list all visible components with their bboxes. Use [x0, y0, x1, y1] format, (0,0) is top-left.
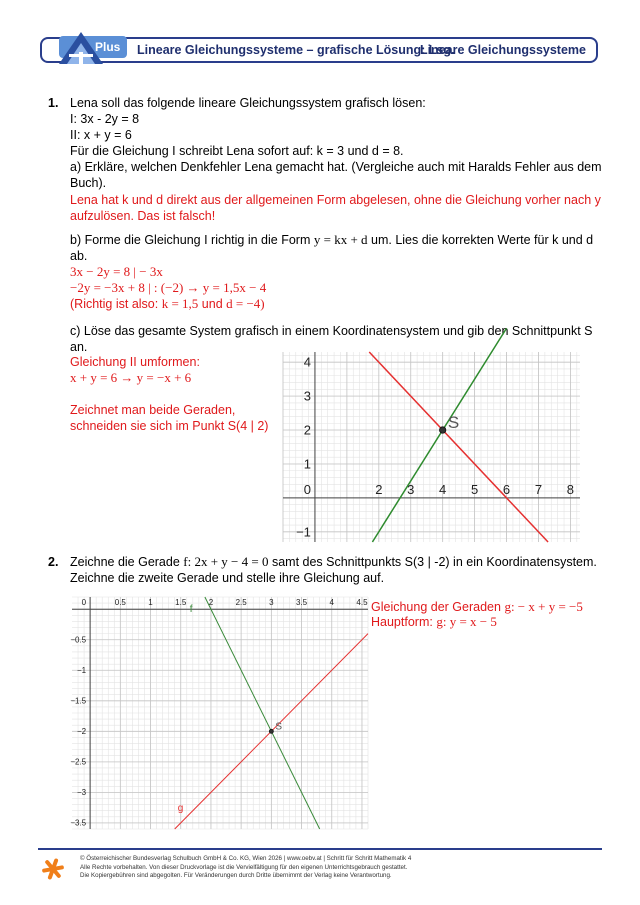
x-tick-label: 1.5: [175, 598, 187, 608]
y-tick-label: −1.5: [70, 696, 87, 706]
x-tick-label: 2: [375, 481, 383, 497]
answer-a: Lena hat k und d direkt aus der allgemeinen Form abgelesen, ohne die Gleichung vorher nach y: [70, 193, 601, 207]
y-tick-label: −0.5: [70, 635, 87, 645]
answer-2-main-pre: Hauptform:: [371, 615, 433, 629]
task-2-pre: Zeichne die Gerade: [70, 555, 180, 569]
task-1b: [70, 232, 593, 248]
intersection-point: [269, 729, 273, 733]
y-tick-label: −3.5: [70, 818, 87, 828]
formula-y-kx-d: y = kx + d: [313, 232, 368, 247]
task-1-line: Lena soll das folgende lineare Gleichungssystem grafisch lösen:: [70, 96, 426, 110]
origin-label: 0: [81, 598, 87, 608]
answer-2-main-formula: g: y = x − 5: [436, 614, 497, 629]
point-label: S: [275, 721, 283, 733]
subject-title: Lineare Gleichungssysteme: [419, 43, 586, 57]
y-tick-label: −1: [296, 524, 311, 540]
answer-b-step2: −2y = −3x + 8 | : (−2) → y = 1,5x − 4: [70, 280, 267, 295]
plus-logo: [55, 30, 129, 70]
answer-c-head: Gleichung II umformen:: [70, 355, 200, 369]
footer-divider: [38, 848, 602, 850]
equation-1: I: 3x - 2y = 8: [70, 112, 140, 126]
x-tick-label: 5: [470, 481, 479, 497]
answer-c-text: Zeichnet man beide Geraden,: [70, 403, 236, 417]
x-tick-label: 7: [534, 481, 543, 497]
point-label: S: [447, 413, 460, 433]
task-2-post: samt des Schnittpunkts S(3 | -2) in ein Koordinatensystem.: [271, 555, 597, 569]
task-2-number: 2.: [48, 555, 59, 569]
y-tick-label: 3: [303, 388, 311, 404]
y-tick-label: 1: [303, 456, 311, 472]
series-name-label: f: [189, 604, 193, 615]
answer-a-cont: aufzulösen. Das ist falsch!: [70, 209, 216, 223]
task-1a: a) Erkläre, welchen Denkfehler Lena gemacht hat. (Vergleiche auch mit Haralds Fehler aus dem: [70, 160, 602, 174]
x-tick-label: 4: [439, 481, 447, 497]
footer-line: Alle Rechte vorbehalten. Von dieser Druckvorlage ist die Vervielfältigung für den eigenen Unterrichtsgebrauch gestattet.: [80, 863, 408, 871]
answer-b-d: d = −4): [226, 296, 265, 311]
answer-b-step1: 3x − 2y = 8 | − 3x: [70, 264, 163, 279]
publisher-logo-icon: [40, 856, 66, 882]
x-tick-label: 3: [407, 481, 415, 497]
footer-text: [80, 855, 411, 881]
answer-b-k: k = 1,5: [161, 296, 199, 311]
answer-2-line2: [371, 614, 497, 630]
y-tick-label: −2.5: [70, 757, 87, 767]
x-tick-label: 3: [269, 598, 274, 608]
y-tick-label: 4: [303, 354, 311, 370]
page-title: Lineare Gleichungssysteme – grafische Lösung: Lsg.: [137, 43, 455, 57]
task-1a-cont: Buch).: [70, 176, 107, 190]
x-tick-label: 2: [208, 598, 214, 608]
task-1c: c) Löse das gesamte System grafisch in einem Koordinatensystem und gib den Schnittpunkt S: [70, 324, 593, 338]
x-tick-label: 8: [566, 481, 575, 497]
x-tick-label: 4: [329, 598, 334, 608]
answer-b-note: (Richtig ist also:: [70, 297, 159, 311]
x-tick-label: 4.5: [356, 598, 368, 608]
y-tick-label: −1: [76, 666, 87, 676]
series-name-label: g: [177, 803, 184, 814]
x-tick-label: 0.5: [114, 598, 126, 608]
formula-f: f: 2x + y − 4 = 0: [183, 554, 269, 569]
footer-line: Die Kopiergebühren sind abgegolten. Für Veränderungen durch Dritte übernimmt der Verlag keine Verantwortung.: [80, 872, 392, 879]
coordinate-system-2: [72, 597, 368, 829]
task-1-line: Für die Gleichung I schreibt Lena sofort auf: k = 3 und d = 8.: [70, 144, 404, 158]
task-2-line2: Zeichne die zweite Gerade und stelle ihre Gleichung auf.: [70, 571, 385, 585]
x-tick-label: 3.5: [295, 598, 308, 608]
equation-2: II: x + y = 6: [70, 128, 132, 142]
y-tick-label: −3: [76, 788, 87, 798]
task-1-number: 1.: [48, 96, 59, 110]
intersection-point: [439, 427, 445, 433]
answer-2-pre: Gleichung der Geraden: [371, 600, 501, 614]
answer-2-line1: [371, 599, 583, 615]
task-1b-post: um. Lies die korrekten Werte für k und d: [371, 233, 594, 247]
task-1c-cont: an.: [70, 340, 88, 354]
origin-label: 0: [303, 481, 311, 497]
x-tick-label: 2.5: [235, 598, 247, 608]
y-tick-label: −2: [76, 727, 87, 737]
logo-text: Plus: [95, 40, 121, 54]
y-tick-label: 2: [303, 422, 311, 438]
footer-line: © Österreichischer Bundesverlag Schulbuch GmbH & Co. KG, Wien 2026 | www.oebv.at | Schritt für Schritt Mathematik 4: [80, 855, 412, 862]
answer-b-and: und: [201, 297, 223, 311]
x-tick-label: 1: [148, 598, 153, 608]
task-2-line: [70, 554, 597, 570]
coordinate-system-1: [283, 352, 580, 542]
task-1b-pre: b) Forme die Gleichung I richtig in die Form: [70, 233, 311, 247]
answer-c-text-cont: schneiden sie sich im Punkt S(4 | 2): [70, 419, 269, 433]
answer-b-result: [70, 296, 265, 312]
x-tick-label: 6: [502, 481, 511, 497]
task-1b-cont: ab.: [70, 249, 88, 263]
answer-2-formula: g: − x + y = −5: [504, 599, 583, 614]
answer-c-formula: x + y = 6 → y = −x + 6: [70, 370, 192, 385]
